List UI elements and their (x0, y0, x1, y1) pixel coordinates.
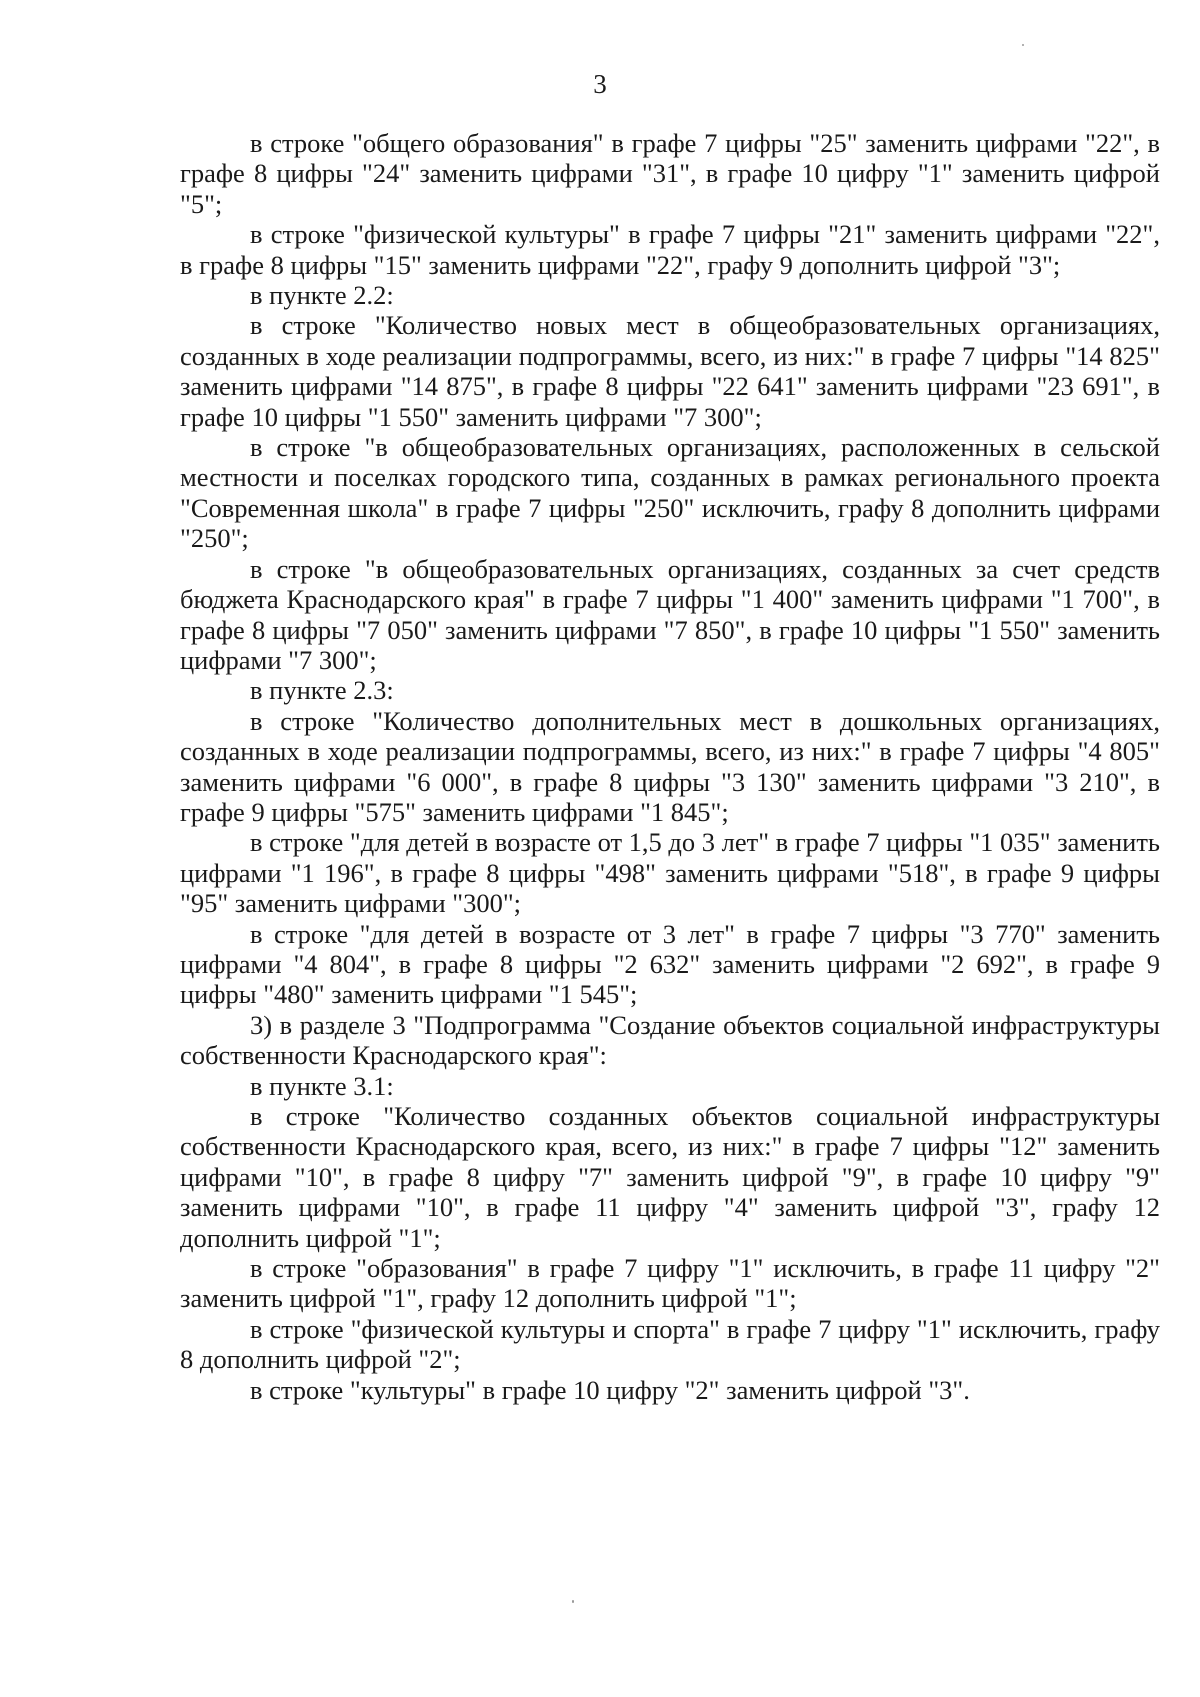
scan-speck (572, 1600, 574, 1603)
paragraph: в строке "Количество новых мест в общеобразовательных организациях, созданных в ходе реализации подпрограммы, всего, из них:" в графе 7 цифры "14 825" заменить цифрами "14 875", в графе 8 цифры "22 641" заменить цифрами "23 691", в графе 10 цифры "1 550" заменить цифрами "7 300"; (180, 310, 1160, 432)
paragraph: в строке "общего образования" в графе 7 цифры "25" заменить цифрами "22", в графе 8 цифры "24" заменить цифрами "31", в графе 10 цифру "1" заменить цифрой "5"; (180, 128, 1160, 219)
scan-speck (1022, 44, 1024, 46)
paragraph: в строке "Количество созданных объектов социальной инфраструктуры собственности Краснодарского края, всего, из них:" в графе 7 цифры "12" заменить цифрами "10", в графе 8 цифру "7" заменить цифрой "9", в графе 10 цифру "9" заменить цифрами "10", в графе 11 цифру "4" заменить цифрой "3", графу 12 дополнить цифрой "1"; (180, 1101, 1160, 1253)
paragraph: в пункте 2.2: (250, 280, 394, 311)
paragraph: в пункте 3.1: (250, 1070, 394, 1101)
paragraph: в строке "в общеобразовательных организациях, созданных за счет средств бюджета Краснодарского края" в графе 7 цифры "1 400" заменить цифрами "1 700", в графе 8 цифры "7 050" заменить цифрами "7 850", в графе 10 цифры "1 550" заменить цифрами "7 300"; (180, 553, 1160, 675)
paragraph: в строке "образования" в графе 7 цифру "1" исключить, в графе 11 цифру "2" заменить цифрой "1", графу 12 дополнить цифрой "1"; (180, 1253, 1160, 1314)
paragraph: в строке "в общеобразовательных организациях, расположенных в сельской местности и поселках городского типа, созданных в рамках регионального проекта "Современная школа" в графе 7 цифры "250" исключить, графу 8 дополнить цифрами "250"; (180, 432, 1160, 554)
paragraph: в пункте 2.3: (250, 675, 394, 706)
paragraph: 3) в разделе 3 "Подпрограмма "Создание объектов социальной инфраструктуры собственности Краснодарского края": (180, 1009, 1160, 1071)
paragraph: в строке "Количество дополнительных мест в дошкольных организациях, созданных в ходе реализации подпрограммы, всего, из них:" в графе 7 цифры "4 805" заменить цифрами "6 000", в графе 8 цифры "3 130" заменить цифрами "3 210", в графе 9 цифры "575" заменить цифрами "1 845"; (180, 705, 1160, 827)
document-body (180, 128, 1160, 1405)
paragraph: в строке "для детей в возрасте от 3 лет" в графе 7 цифры "3 770" заменить цифрами "4 804", в графе 8 цифры "2 632" заменить цифрами "2 692", в графе 9 цифры "480" заменить цифрами "1 545"; (180, 918, 1160, 1010)
paragraph: в строке "физической культуры" в графе 7 цифры "21" заменить цифрами "22", в графе 8 цифры "15" заменить цифрами "22", графу 9 дополнить цифрой "3"; (180, 219, 1160, 280)
paragraph: в строке "культуры" в графе 10 цифру "2" заменить цифрой "3". (250, 1374, 970, 1405)
paragraph: в строке "для детей в возрасте от 1,5 до 3 лет" в графе 7 цифры "1 035" заменить цифрами "1 196", в графе 8 цифры "498" заменить цифрами "518", в графе 9 цифры "95" заменить цифрами "300"; (180, 827, 1161, 919)
page-number: 3 (593, 69, 607, 99)
paragraph: в строке "физической культуры и спорта" в графе 7 цифру "1" исключить, графу 8 дополнить цифрой "2"; (180, 1313, 1160, 1375)
